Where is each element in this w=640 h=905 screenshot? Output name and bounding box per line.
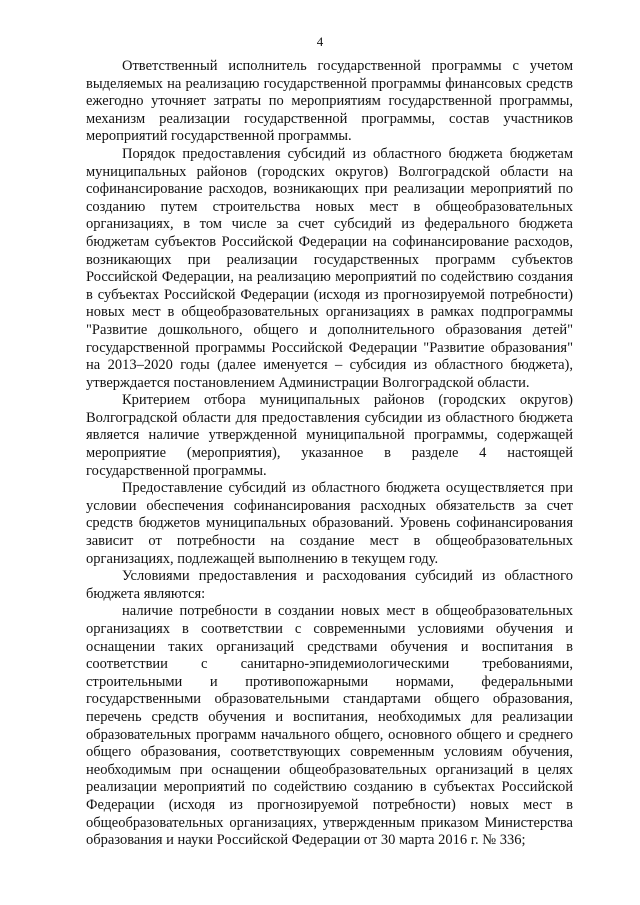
paragraph-subsidy-procedure: Порядок предоставления субсидий из областного бюджета бюджетам муниципальных районов (городских округов) Волгоградской области на софинансирование расходов, возникающих при реализации мероприятий по созданию путем строительства новых мест в общеобразовательных организациях, в том числе за счет субсидий из федерального бюджета бюджетам субъектов Российской Федерации на софинансирование расходов, возникающих при реализации государственных программ субъектов Российской Федерации, на реализацию мероприятий по содействию создания в субъектах Российской Федерации (исходя из прогнозируемой потребности) новых мест в общеобразовательных организациях в рамках подпрограммы "Развитие дошкольного, общего и дополнительного образования детей" государственной программы Российской Федерации "Развитие образования" на 2013–2020 годы (далее именуется – субсидия из областного бюджета), утверждается постановлением Администрации Волгоградской области. (86, 145, 573, 391)
page-number: 4 (316, 34, 324, 49)
document-body (86, 58, 573, 850)
paragraph-selection-criterion: Критерием отбора муниципальных районов (городских округов) Волгоградской области для предоставления субсидии из областного бюджета является наличие утвержденной муниципальной программы, содержащей мероприятие (мероприятия), указанное в разделе 4 настоящей государственной программы. (86, 392, 573, 479)
paragraph-responsible-executor: Ответственный исполнитель государственной программы с учетом выделяемых на реализацию государственной программы финансовых средств ежегодно уточняет затраты по мероприятиям государственной программы, механизм реализации государственной программы, состав участников мероприятий государственной программы. (86, 58, 573, 145)
paragraph-conditions-intro: Условиями предоставления и расходования субсидий из областного бюджета являются: (86, 568, 573, 602)
paragraph-cofinancing: Предоставление субсидий из областного бюджета осуществляется при условии обеспечения софинансирования расходных обязательств за счет средств бюджетов муниципальных образований. Уровень софинансирования зависит от потребности на создание мест в общеобразовательных организациях, подлежащей выполнению в текущем году. (86, 480, 573, 567)
paragraph-condition-need: наличие потребности в создании новых мест в общеобразовательных организациях в соответствии с современными условиями обучения и оснащении таких организаций средствами обучения и воспитания в соответствии с санитарно-эпидемиологическими требованиями, строительными и противопожарными нормами, федеральными государственными образовательными стандартами общего образования, перечень средств обучения и воспитания, необходимых для реализации образовательных программ начального общего, основного общего и среднего общего образования, соответствующих современным условиям обучения, необходимым при оснащении общеобразовательных организаций в целях реализации мероприятий по содействию созданию в субъектах Российской Федерации (исходя из прогнозируемой потребности) новых мест в общеобразовательных организациях, утвержденным приказом Министерства образования и науки Российской Федерации от 30 марта 2016 г. № 336; (86, 603, 573, 849)
